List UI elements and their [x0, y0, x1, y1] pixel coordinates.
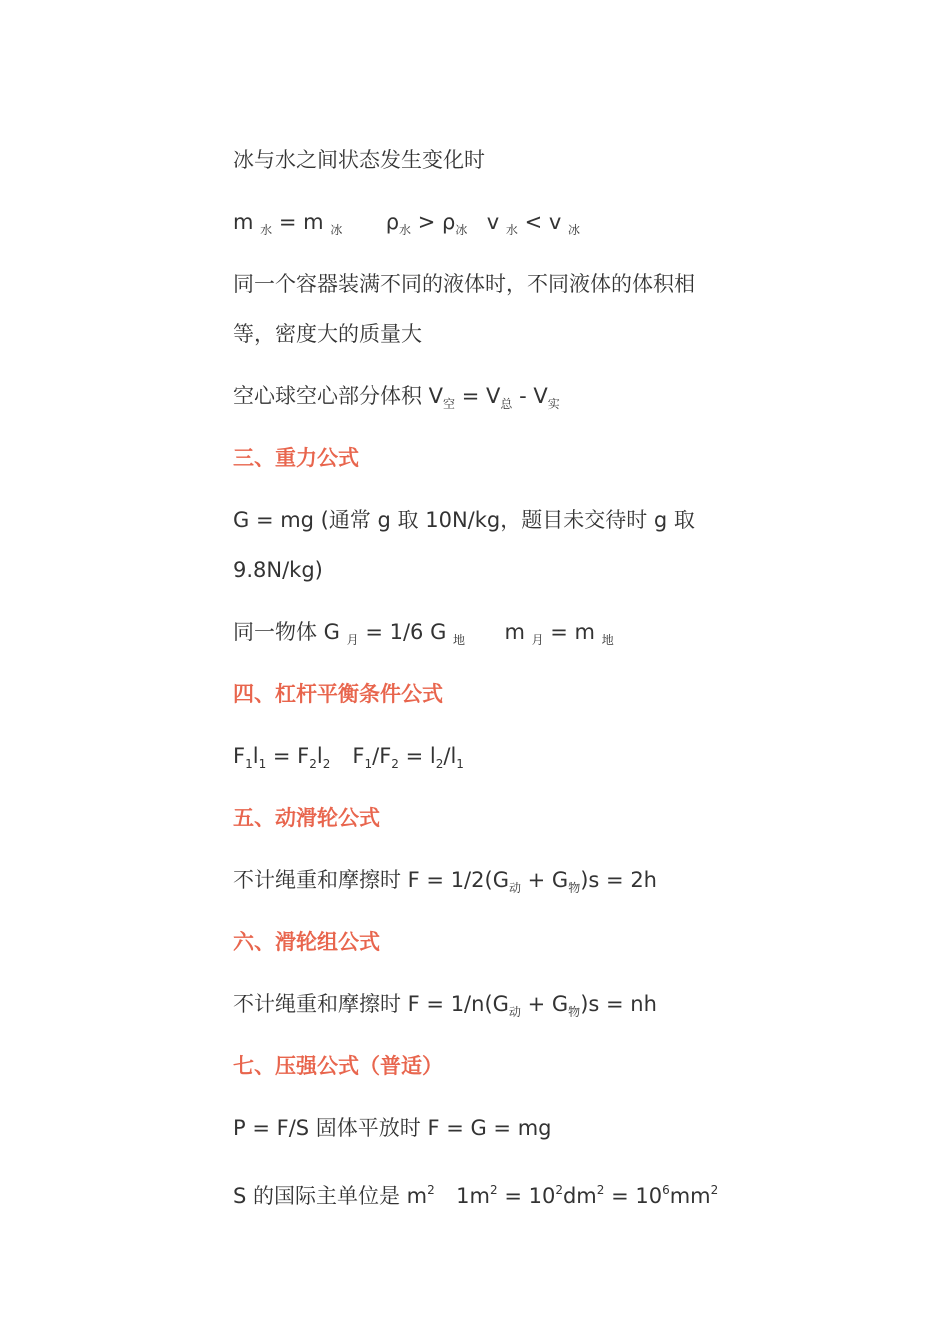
sub-2: 2 — [309, 757, 317, 771]
hollow-minus: - V — [512, 384, 548, 408]
hollow-text: 空心球空心部分体积 V — [233, 384, 444, 408]
pressure-heading: 七、压强公式（普适） — [233, 1054, 443, 1078]
sub-1: 1 — [258, 757, 267, 771]
less-sign: < — [524, 210, 543, 234]
area-f: mm — [669, 1184, 711, 1208]
force-symbol: F — [233, 744, 246, 768]
sub-earth: 地 — [453, 633, 466, 647]
mass-symbol: m — [303, 210, 324, 234]
area-unit-line — [233, 1176, 718, 1210]
sub-real: 实 — [547, 397, 560, 411]
sub-total: 总 — [500, 397, 513, 411]
pulley-group-c: )s = nh — [580, 992, 657, 1016]
arm-symbol: l — [316, 744, 323, 768]
rho-symbol: ρ — [442, 210, 456, 234]
pressure-formula: P = F/S 固体平放时 F = G = mg — [233, 1116, 552, 1140]
force-symbol: F — [297, 744, 310, 768]
sup-2: 2 — [427, 1183, 435, 1197]
pulley-a: 不计绳重和摩擦时 F = 1/2(G — [233, 868, 509, 892]
sup-6: 6 — [662, 1183, 670, 1197]
sub-2: 2 — [322, 757, 331, 771]
sub-obj: 物 — [568, 881, 581, 895]
lever-formula — [233, 742, 464, 778]
sub-obj: 物 — [568, 1005, 581, 1019]
pulley-formula — [233, 866, 657, 902]
pulley-b: + G — [520, 868, 569, 892]
moon-earth-line — [233, 618, 614, 654]
sub-move: 动 — [508, 1005, 521, 1019]
same-container-line-1: 同一个容器装满不同的液体时，不同液体的体积相 — [233, 272, 695, 296]
ice-water-line: 冰与水之间状态发生变化时 — [233, 148, 485, 172]
arm-symbol: l — [429, 744, 436, 768]
gravity-line-2: 9.8N/kg) — [233, 558, 323, 582]
area-e: = 10 — [611, 1184, 663, 1208]
sup-2: 2 — [710, 1183, 719, 1197]
arm-symbol: l — [450, 744, 457, 768]
moon-d: = m — [543, 620, 596, 644]
sub-earth: 地 — [601, 633, 614, 647]
area-b: 1m — [456, 1184, 490, 1208]
slash: / — [443, 744, 451, 768]
arm-symbol: l — [252, 744, 259, 768]
mass-symbol: m — [233, 210, 254, 234]
sub-water: 水 — [505, 223, 518, 237]
sub-1: 1 — [245, 757, 253, 771]
sub-moon: 月 — [531, 633, 544, 647]
moon-a: 同一物体 G — [233, 620, 340, 644]
area-d: dm — [562, 1184, 597, 1208]
moon-b: = 1/6 G — [358, 620, 447, 644]
sub-empty: 空 — [443, 397, 456, 411]
sub-ice: 冰 — [330, 223, 343, 237]
sub-2: 2 — [435, 757, 444, 771]
sub-water: 水 — [260, 223, 273, 237]
hollow-sphere-line — [233, 382, 560, 418]
pulley-group-b: + G — [520, 992, 569, 1016]
sub-ice: 冰 — [568, 223, 581, 237]
slash: / — [372, 744, 380, 768]
force-symbol: F — [379, 744, 392, 768]
gravity-heading: 三、重力公式 — [233, 446, 359, 470]
sub-1: 1 — [364, 757, 373, 771]
rho-symbol: ρ — [385, 210, 400, 234]
equals-sign: = — [278, 210, 297, 234]
hollow-eq: = V — [455, 384, 501, 408]
equals-sign: = — [266, 744, 298, 768]
force-symbol: F — [352, 744, 365, 768]
same-container-line-2: 等，密度大的质量大 — [233, 322, 422, 346]
gravity-line-1: G = mg (通常 g 取 10N/kg，题目未交待时 g 取 — [233, 508, 695, 532]
lever-heading: 四、杠杆平衡条件公式 — [233, 682, 443, 706]
sub-moon: 月 — [346, 633, 359, 647]
moon-c: m — [504, 620, 525, 644]
volume-symbol: v — [486, 210, 500, 234]
sub-move: 动 — [508, 881, 521, 895]
pulley-c: )s = 2h — [580, 868, 657, 892]
pulley-group-heading: 六、滑轮组公式 — [233, 930, 380, 954]
area-a: S 的国际主单位是 m — [233, 1184, 428, 1208]
sup-2: 2 — [489, 1183, 498, 1197]
sub-2: 2 — [391, 757, 399, 771]
sub-water: 水 — [399, 223, 412, 237]
volume-symbol: v — [548, 210, 562, 234]
equals-sign: = — [398, 744, 430, 768]
pulley-group-formula — [233, 990, 657, 1026]
ice-water-formula — [233, 208, 580, 244]
greater-sign: > — [417, 210, 436, 234]
area-c: = 10 — [504, 1184, 556, 1208]
pulley-group-a: 不计绳重和摩擦时 F = 1/n(G — [233, 992, 509, 1016]
sup-2: 2 — [596, 1183, 605, 1197]
pulley-heading: 五、动滑轮公式 — [233, 806, 380, 830]
sup-2: 2 — [555, 1183, 563, 1197]
sub-1: 1 — [456, 757, 464, 771]
sub-ice: 冰 — [455, 223, 468, 237]
